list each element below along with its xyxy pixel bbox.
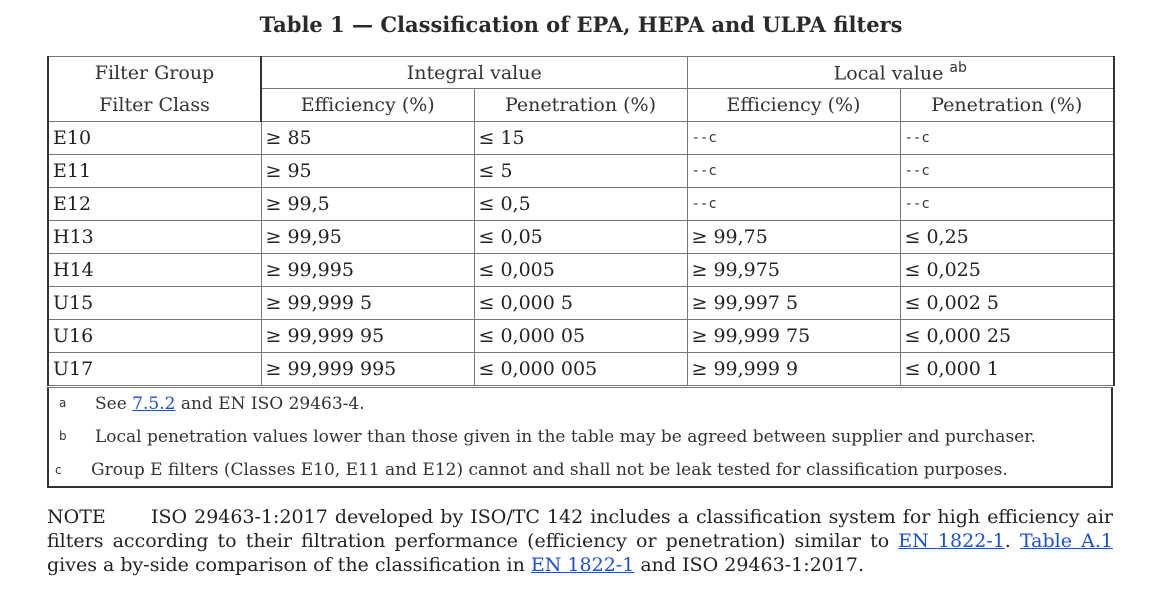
cell-integral-efficiency: ≥ 99,5 (261, 188, 474, 221)
cell-integral-penetration: ≤ 15 (474, 122, 687, 155)
cell-local-efficiency: ≥ 99,975 (687, 254, 900, 287)
footnote-a-mark: a (59, 396, 67, 410)
cell-integral-efficiency: ≥ 99,95 (261, 221, 474, 254)
cell-local-efficiency: --c (687, 155, 900, 188)
cell-filter-class: E12 (48, 188, 261, 221)
note-label: NOTE (47, 506, 106, 528)
cell-filter-class: H13 (48, 221, 261, 254)
table-row (48, 221, 1114, 254)
cell-filter-class: U15 (48, 287, 261, 320)
local-value-label: Local value (833, 62, 944, 85)
note-paragraph (47, 505, 1113, 577)
cell-filter-class: E10 (48, 122, 261, 155)
note-text-2: . (1004, 530, 1020, 552)
cell-integral-efficiency: ≥ 99,995 (261, 254, 474, 287)
cell-local-penetration: ≤ 0,25 (900, 221, 1114, 254)
cell-local-efficiency: --c (687, 122, 900, 155)
header-local-value (687, 57, 1114, 89)
link-7-5-2[interactable]: 7.5.2 (132, 394, 176, 414)
footnote-c-text: Group E filters (Classes E10, E11 and E12) cannot and shall not be leak tested for classification purposes. (91, 460, 1008, 480)
table-row (48, 320, 1114, 353)
cell-filter-class: U17 (48, 353, 261, 386)
cell-local-efficiency: ≥ 99,75 (687, 221, 900, 254)
cell-local-penetration: ≤ 0,002 5 (900, 287, 1114, 320)
cell-integral-penetration: ≤ 5 (474, 155, 687, 188)
cell-integral-efficiency: ≥ 99,999 995 (261, 353, 474, 386)
cell-integral-penetration: ≤ 0,005 (474, 254, 687, 287)
note-text-4: and ISO 29463-1:2017. (634, 554, 864, 576)
cell-integral-penetration: ≤ 0,000 5 (474, 287, 687, 320)
table-row (48, 188, 1114, 221)
cell-local-efficiency: --c (687, 188, 900, 221)
note-text-3: gives a by-side comparison of the classification in (47, 554, 531, 576)
table-row (48, 353, 1114, 386)
header-filter-group: Filter Group (48, 57, 261, 89)
header-integral-value: Integral value (261, 57, 687, 89)
header-integral-efficiency: Efficiency (%) (261, 89, 474, 122)
footnote-c-mark: c (55, 463, 62, 477)
table-row (48, 254, 1114, 287)
link-en-1822-1-second[interactable]: EN 1822-1 (530, 554, 635, 576)
cell-integral-efficiency: ≥ 99,999 95 (261, 320, 474, 353)
header-local-efficiency: Efficiency (%) (687, 89, 900, 122)
cell-local-penetration: ≤ 0,000 25 (900, 320, 1114, 353)
header-local-penetration: Penetration (%) (900, 89, 1114, 122)
cell-integral-efficiency: ≥ 85 (261, 122, 474, 155)
cell-local-efficiency: ≥ 99,997 5 (687, 287, 900, 320)
footnote-b-mark: b (59, 429, 67, 443)
cell-local-penetration: --c (900, 122, 1114, 155)
link-en-1822-1[interactable]: EN 1822-1 (898, 530, 1005, 552)
table-row (48, 287, 1114, 320)
cell-local-penetration: ≤ 0,000 1 (900, 353, 1114, 386)
cell-filter-class: E11 (48, 155, 261, 188)
cell-integral-penetration: ≤ 0,05 (474, 221, 687, 254)
cell-integral-penetration: ≤ 0,000 005 (474, 353, 687, 386)
classification-table (47, 56, 1115, 386)
link-table-a1[interactable]: Table A.1 (1019, 530, 1113, 552)
cell-integral-penetration: ≤ 0,5 (474, 188, 687, 221)
cell-integral-efficiency: ≥ 99,999 5 (261, 287, 474, 320)
footnote-a-post: and EN ISO 29463-4. (175, 394, 365, 414)
cell-local-penetration: --c (900, 155, 1114, 188)
cell-integral-efficiency: ≥ 95 (261, 155, 474, 188)
cell-integral-penetration: ≤ 0,000 05 (474, 320, 687, 353)
header-filter-class: Filter Class (48, 89, 261, 122)
table-row (48, 122, 1114, 155)
footnote-a-pre: See (95, 394, 133, 414)
cell-local-efficiency: ≥ 99,999 75 (687, 320, 900, 353)
local-value-footnote-ref: ab (949, 60, 967, 77)
table-footnotes (47, 387, 1113, 488)
cell-local-penetration: --c (900, 188, 1114, 221)
header-row-2 (48, 89, 1114, 122)
cell-local-efficiency: ≥ 99,999 9 (687, 353, 900, 386)
cell-filter-class: H14 (48, 254, 261, 287)
table-row (48, 155, 1114, 188)
header-integral-penetration: Penetration (%) (474, 89, 687, 122)
footnote-b-text: Local penetration values lower than those given in the table may be agreed between supplier and purchaser. (95, 427, 1036, 447)
cell-local-penetration: ≤ 0,025 (900, 254, 1114, 287)
cell-filter-class: U16 (48, 320, 261, 353)
note-text-1: ISO 29463-1:2017 developed by ISO/TC 142 includes a classification system for high efficiency air filters according to their filtration performance (efficiency or penetration) similar to (47, 506, 1113, 552)
header-row-1 (48, 57, 1114, 89)
table-title: Table 1 — Classification of EPA, HEPA and ULPA filters (259, 12, 903, 37)
